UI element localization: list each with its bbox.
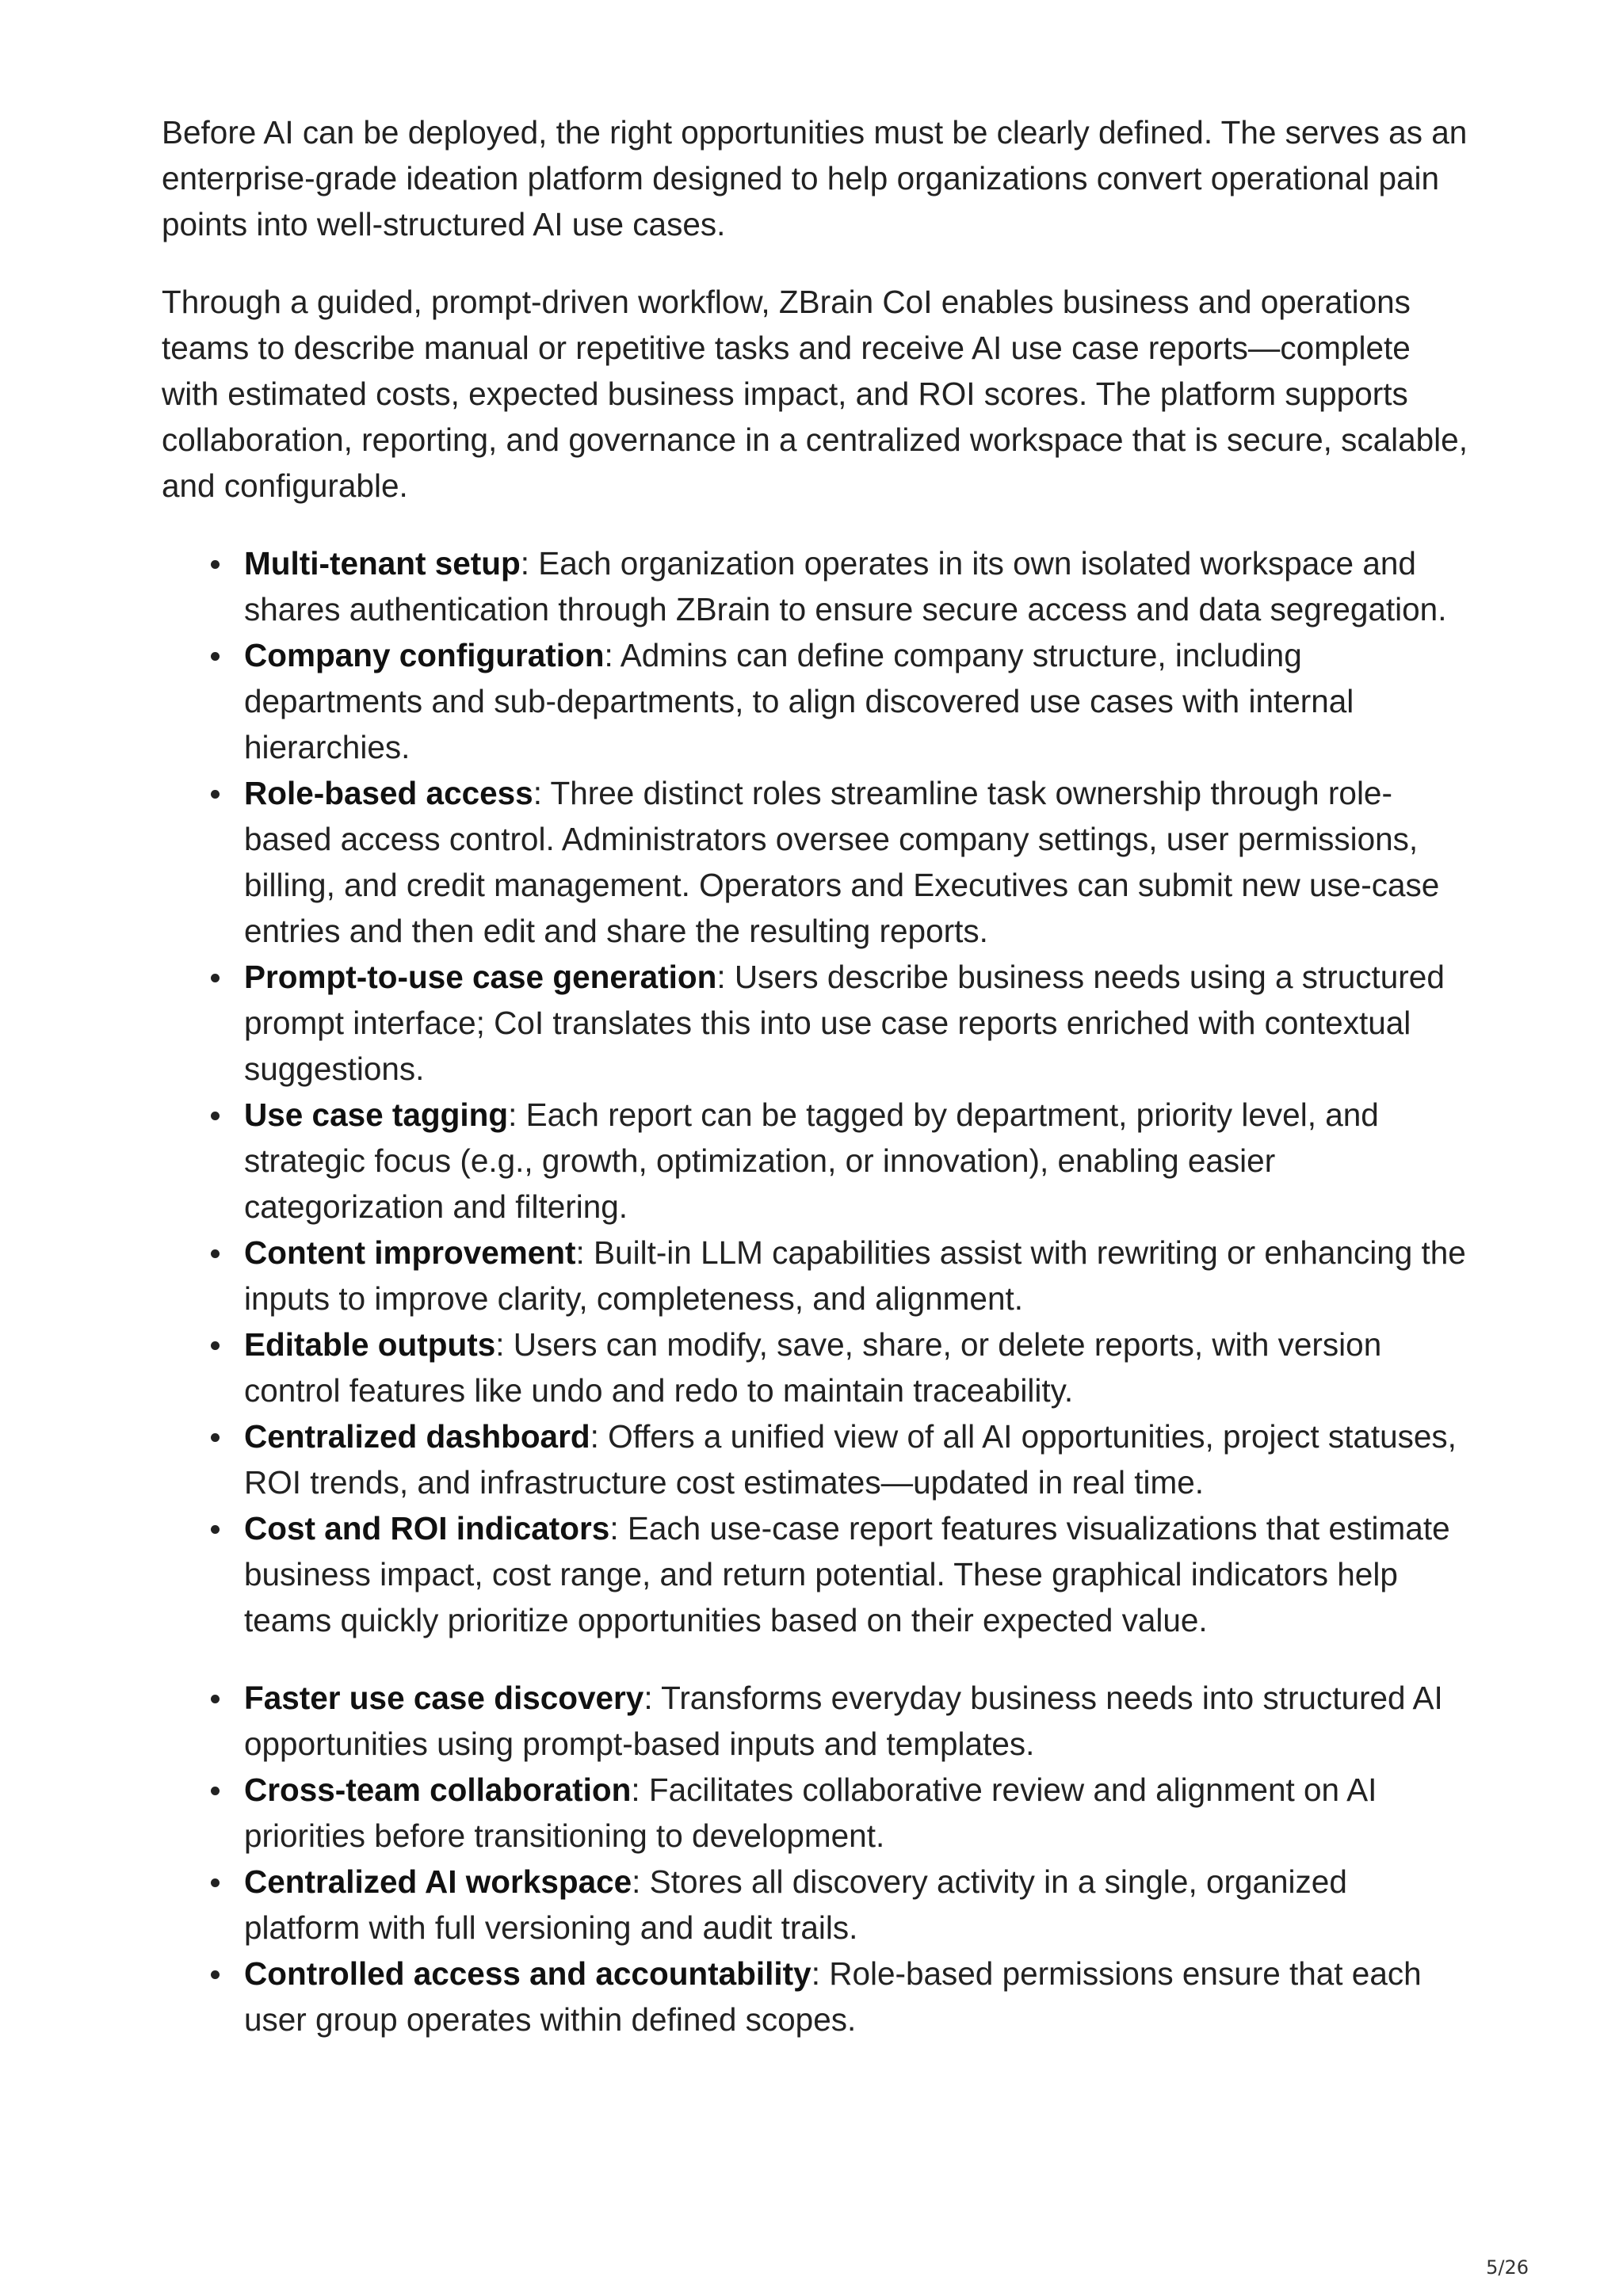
list-item-text: : Admins can define company structure, including departments and sub-departments, to align discovered use cases with internal hierarchies. (244, 637, 1354, 765)
list-item-term: Multi-tenant setup (244, 545, 521, 582)
list-item-term: Company configuration (244, 637, 605, 673)
list-item (244, 1951, 1469, 2042)
intro-paragraph: Before AI can be deployed, the right opportunities must be clearly defined. The serves as an enterprise-grade ideation platform designed to help organizations convert operational pain points into well-structured AI use cases. (162, 114, 1468, 242)
list-item (244, 1092, 1469, 1230)
list-item-term: Editable outputs (244, 1326, 496, 1363)
list-item-term: Cross-team collaboration (244, 1772, 632, 1808)
list-item-term: Role-based access (244, 775, 533, 811)
list-item-text: : Each report can be tagged by department, priority level, and strategic focus (e.g., growth, optimization, or innovation), enabling easier categorization and filtering. (244, 1097, 1379, 1225)
list-item (244, 1322, 1469, 1413)
list-item-term: Centralized dashboard (244, 1418, 590, 1455)
list-item (244, 1675, 1469, 1767)
list-spacer (162, 1643, 1469, 1675)
list-item (244, 540, 1469, 632)
overview-paragraph: Through a guided, prompt-driven workflow, ZBrain CoI enables business and operations teams to describe manual or repetitive tasks and receive AI use case reports—complete with estimated costs, expected business impact, and ROI scores. The platform supports collaboration, reporting, and governance in a centralized workspace that is secure, scalable, and configurable. (162, 284, 1468, 504)
list-item-text: : Each organization operates in its own isolated workspace and shares authentication through ZBrain to ensure secure access and data segregation. (244, 545, 1447, 627)
list-item-term: Content improvement (244, 1234, 576, 1271)
features-list (162, 540, 1469, 1643)
list-item (244, 1505, 1469, 1643)
list-item-term: Prompt-to-use case generation (244, 959, 717, 995)
list-item (244, 954, 1469, 1092)
list-item (244, 1859, 1469, 1951)
list-item-text: : Role-based permissions ensure that each user group operates within defined scopes. (244, 1955, 1422, 2038)
list-item-text: : Offers a unified view of all AI opportunities, project statuses, ROI trends, and infrastructure cost estimates—updated in real time. (244, 1418, 1457, 1501)
list-item-text: : Users describe business needs using a structured prompt interface; CoI translates this into use case reports enriched with contextual suggestions. (244, 959, 1445, 1087)
list-item-text: : Each use-case report features visualizations that estimate business impact, cost range, and return potential. These graphical indicators help teams quickly prioritize opportunities based on their expected value. (244, 1510, 1450, 1638)
list-item-text: : Stores all discovery activity in a single, organized platform with full versioning and audit trails. (244, 1863, 1347, 1946)
list-item (244, 770, 1469, 954)
list-item (244, 1230, 1469, 1322)
list-item-text: : Facilitates collaborative review and alignment on AI priorities before transitioning to development. (244, 1772, 1377, 1854)
list-item (244, 1767, 1469, 1859)
list-item-text: : Three distinct roles streamline task ownership through role-based access control. Administrators oversee company settings, user permissions, billing, and credit management. Operators and Executives can submit new use-case entries and then edit and share the resulting reports. (244, 775, 1440, 949)
list-item-term: Controlled access and accountability (244, 1955, 812, 1992)
list-item-term: Cost and ROI indicators (244, 1510, 610, 1547)
list-item-text: : Users can modify, save, share, or delete reports, with version control features like undo and redo to maintain traceability. (244, 1326, 1382, 1409)
list-item (244, 632, 1469, 770)
list-item-term: Use case tagging (244, 1097, 509, 1133)
list-item-text: : Built-in LLM capabilities assist with rewriting or enhancing the inputs to improve clarity, completeness, and alignment. (244, 1234, 1466, 1317)
list-item-term: Centralized AI workspace (244, 1863, 632, 1900)
benefits-list (162, 1675, 1469, 2042)
page-number: 5/26 (1486, 2256, 1529, 2279)
list-item-text: : Transforms everyday business needs into structured AI opportunities using prompt-based inputs and templates. (244, 1680, 1443, 1762)
list-item (244, 1413, 1469, 1505)
list-item-term: Faster use case discovery (244, 1680, 644, 1716)
page-content (162, 109, 1469, 2042)
